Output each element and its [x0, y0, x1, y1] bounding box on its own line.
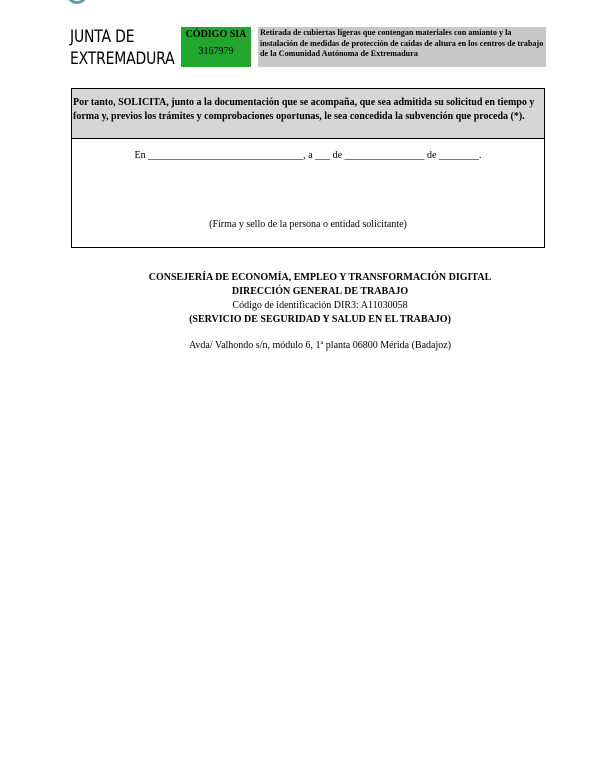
sia-code-box: [181, 27, 251, 67]
signature-label: (Firma y sello de la persona o entidad solicitante): [209, 219, 407, 230]
footer-address: Avda/ Valhondo s/n, módulo 6, 1ª planta 06800 Mérida (Badajoz): [188, 340, 452, 351]
sia-code: 3167979: [198, 46, 234, 57]
junta-extremadura-logo: [70, 26, 175, 70]
footer-servicio: (SERVICIO DE SEGURIDAD Y SALUD EN EL TRABAJO): [189, 314, 451, 325]
sia-label: CÓDIGO SIA: [185, 29, 247, 40]
logo-line-2: EXTREMADURA: [70, 49, 175, 69]
request-form-box: [71, 88, 545, 248]
logo-emblem-icon: [66, 0, 88, 4]
logo-line-1: JUNTA DE: [70, 27, 135, 47]
place-date-line[interactable]: En _______________________________, a ___ de ________________ de ________.: [134, 150, 482, 161]
footer-direccion: DIRECCIÓN GENERAL DE TRABAJO: [231, 286, 409, 297]
solicita-statement: Por tanto, SOLICITA, junto a la documentación que se acompaña, que sea admitida su solicitud en tiempo y forma y, previos los trámites y comprobaciones oportunas, le sea concedida la subvención que proceda (*).: [72, 89, 544, 139]
footer-dir3-code: Código de identificación DIR3: A11030058: [232, 300, 408, 311]
procedure-title: Retirada de cubiertas ligeras que contengan materiales con amianto y la instalación de medidas de protección de caídas de altura en los centros de trabajo de la Comunidad Autónoma de Extremadura: [258, 27, 546, 67]
footer-block: [71, 271, 569, 353]
footer-consejeria: CONSEJERÍA DE ECONOMÍA, EMPLEO Y TRANSFORMACIÓN DIGITAL: [148, 272, 492, 283]
